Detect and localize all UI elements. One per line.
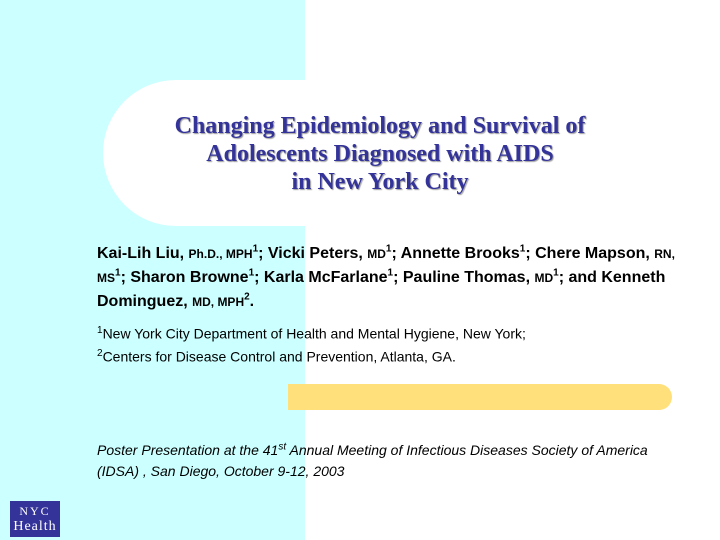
- author-degree: RN, MS: [97, 247, 675, 285]
- author-affiliation-mark: 1: [385, 243, 392, 255]
- author-affiliation-mark: 1: [553, 267, 559, 279]
- author-name: ; Sharon Browne: [120, 269, 249, 286]
- author-degree: MD: [367, 247, 386, 261]
- author-name: ; Annette Brooks: [391, 245, 520, 262]
- author-degree: MD, MPH: [192, 295, 245, 309]
- affiliation-mark: 2: [97, 348, 103, 359]
- logo-nyc-text: NYC: [19, 504, 51, 518]
- nyc-health-logo: [10, 501, 60, 537]
- affiliation-1: [97, 322, 657, 343]
- logo-health-text: Health: [13, 519, 57, 534]
- author-affiliation-mark: 1: [248, 267, 255, 279]
- author-degree: MD: [534, 271, 554, 285]
- author-name: Kai-Lih Liu,: [97, 245, 189, 262]
- author-degree: Ph.D., MPH: [188, 247, 253, 261]
- affiliation-text: Centers for Disease Control and Prevention, Atlanta, GA.: [102, 348, 456, 365]
- author-name: ; Vicki Peters,: [258, 245, 368, 262]
- poster-note-text: Annual Meeting of Infectious Diseases Society of America (IDSA) , San Diego, October 9-12, 2003: [97, 442, 648, 479]
- author-affiliation-mark: 1: [387, 267, 394, 279]
- author-name: ; and Kenneth Dominguez,: [97, 269, 666, 310]
- author-affiliation-mark: 1: [252, 243, 259, 255]
- title-line-2: Adolescents Diagnosed with AIDS: [206, 141, 554, 167]
- author-name: ; Chere Mapson,: [525, 245, 655, 262]
- poster-note: [97, 440, 687, 482]
- ordinal-suffix: st: [278, 441, 287, 453]
- affiliation-2: [97, 345, 657, 366]
- author-affiliation-mark: 1: [519, 243, 526, 255]
- author-name: ; Karla McFarlane: [254, 269, 388, 286]
- accent-bar: [288, 384, 672, 410]
- title-line-1: Changing Epidemiology and Survival of: [174, 113, 586, 139]
- slide-title: [130, 112, 630, 196]
- poster-note-text: Poster Presentation at the 41: [97, 442, 279, 458]
- affiliation-text: New York City Department of Health and Mental Hygiene, New York;: [102, 325, 526, 342]
- author-list-end: .: [249, 293, 255, 310]
- affiliation-mark: 1: [97, 325, 103, 336]
- title-line-3: in New York City: [291, 169, 469, 195]
- author-affiliation-mark: 2: [244, 291, 250, 303]
- author-list: [97, 242, 687, 314]
- author-name: ; Pauline Thomas,: [393, 269, 535, 286]
- author-affiliation-mark: 1: [115, 267, 121, 279]
